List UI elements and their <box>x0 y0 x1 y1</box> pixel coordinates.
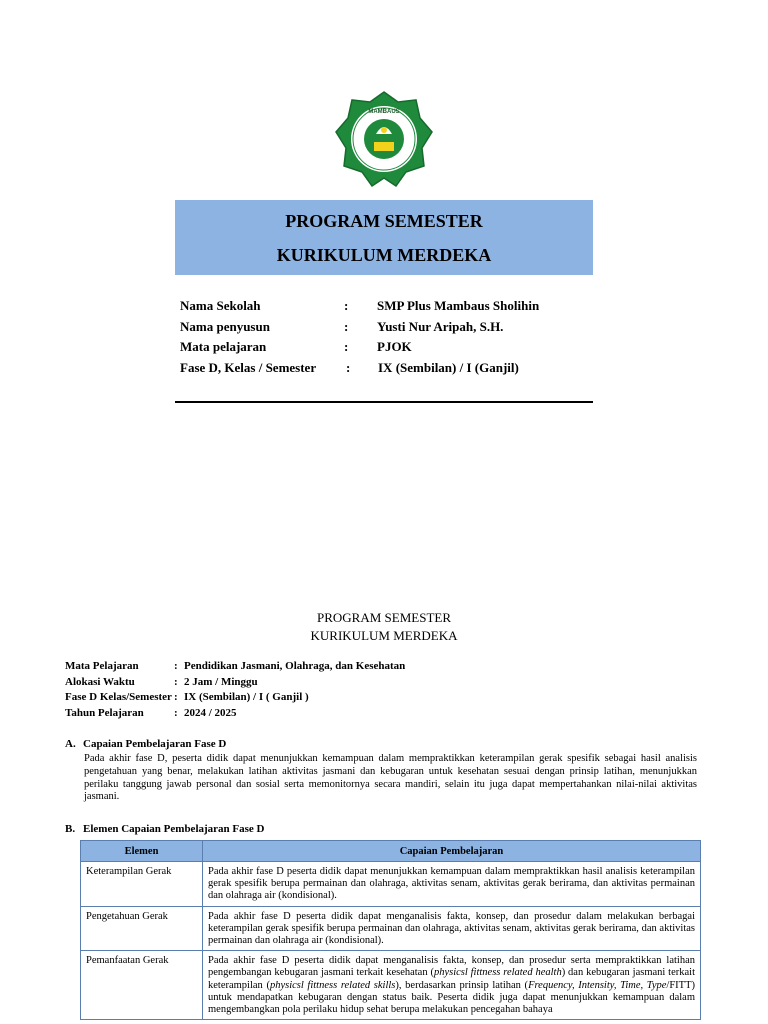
meta-value: IX (Sembilan) / I ( Ganjil ) <box>184 691 309 703</box>
table-header-row <box>81 841 701 862</box>
cover-divider <box>175 401 593 403</box>
elemen-table <box>80 840 701 1020</box>
cover-info-colon: : <box>344 339 349 354</box>
capaian-term: physicsl fittness related health <box>433 967 562 979</box>
capaian-term: Frequency, Intensity, Time, Type <box>528 979 667 991</box>
cover-info-colon: : <box>344 318 349 334</box>
meta-label: Alokasi Waktu <box>65 675 135 688</box>
capaian-text: ) dan kebugaran jasmani terkait keterampilan ( <box>208 967 695 991</box>
elemen-cell: Keterampilan Gerak <box>81 862 203 907</box>
section-b-letter: B. <box>65 823 76 835</box>
capaian-cell: Pada akhir fase D peserta didik dapat menganalisis fakta, konsep, dan prosedur dalam melakukan berbagai keterampilan gerak spesifik berupa permainan dan olahraga, aktivitas senam, aktivitas gerak berirama, dan aktivitas permainan dan olahraga air (kondisional). <box>203 906 701 951</box>
column-header-elemen: Elemen <box>81 841 203 862</box>
page-title-line2: KURIKULUM MERDEKA <box>310 628 458 643</box>
svg-text:MAMBAUS: MAMBAUS <box>368 109 400 115</box>
school-emblem-icon <box>334 90 434 188</box>
meta-label: Fase D Kelas/Semester <box>65 691 172 703</box>
meta-label: Tahun Pelajaran <box>65 706 144 719</box>
table-row <box>81 951 701 1020</box>
capaian-text: ), berdasarkan prinsip latihan ( <box>395 979 529 991</box>
meta-colon: : <box>174 675 178 688</box>
cover-info-colon: : <box>346 359 351 375</box>
page-title-line1: PROGRAM SEMESTER <box>317 610 451 625</box>
cover-info-value: PJOK <box>377 339 412 354</box>
cover-info-label: Fase D, Kelas / Semester <box>180 359 317 375</box>
cover-info-label: Nama Sekolah <box>180 298 261 313</box>
capaian-cell: Pada akhir fase D peserta didik dapat menunjukkan kemampuan dalam mempraktikkan hasil analisis keterampilan gerak spesifik berupa permainan dan olahraga, aktivitas senam, aktivitas gerak berirama, dan aktivitas permainan dan olahraga air (kondisional). <box>203 862 701 907</box>
cover-info-label: Mata pelajaran <box>180 339 267 354</box>
meta-label: Mata Pelajaran <box>65 660 139 672</box>
cover-info-colon: : <box>344 298 349 313</box>
cover-title-line2: KURIKULUM MERDEKA <box>276 245 492 265</box>
section-a-letter: A. <box>65 738 76 750</box>
capaian-cell <box>203 951 701 1020</box>
table-row <box>81 862 701 907</box>
meta-value: Pendidikan Jasmani, Olahraga, dan Kesehatan <box>184 660 406 672</box>
section-a-title: Capaian Pembelajaran Fase D <box>83 738 227 750</box>
cover-info-value: SMP Plus Mambaus Sholihin <box>377 298 540 313</box>
cover-info-value: Yusti Nur Aripah, S.H. <box>377 318 504 334</box>
section-b-title: Elemen Capaian Pembelajaran Fase D <box>83 823 265 835</box>
section-b-heading <box>65 823 264 835</box>
section-a-text: Pada akhir fase D, peserta didik dapat menunjukkan kemampuan dalam mempraktikkan keterampilan gerak spesifik sebagai hasil analisis pengetahuan yang benar, melakukan latihan aktivitas jasmani dan kebugaran untuk kesehatan sesuai dengan prinsip latihan, menunjukkan perilaku tanggung jawab personal dan sosial serta memonitornya secara mandiri, selain itu juga dapat mempertahankan nilai-nilai aktivitas jasmani. <box>84 753 697 803</box>
meta-colon: : <box>174 660 178 672</box>
capaian-term: physicsl fittness related skills <box>269 979 396 991</box>
cover-title-line1: PROGRAM SEMESTER <box>285 211 483 231</box>
cover-title-banner <box>175 200 593 275</box>
cover-info-label: Nama penyusun <box>180 318 270 334</box>
meta-colon: : <box>174 691 178 703</box>
meta-value: 2 Jam / Minggu <box>184 675 258 688</box>
elemen-cell: Pengetahuan Gerak <box>81 906 203 951</box>
cover-info-value: IX (Sembilan) / I (Ganjil) <box>378 359 519 375</box>
capaian-text: /FITT) untuk mendapatkan kebugaran dengan status baik. Peserta didik juga dapat menunjukkan kemampuan dalam mengembangkan pola perilaku hidup sehat berupa melakukan pencegahan bahaya <box>208 979 695 1016</box>
table-row <box>81 906 701 951</box>
elemen-cell: Pemanfaatan Gerak <box>81 951 203 1020</box>
section-a-heading <box>65 738 226 750</box>
meta-value: 2024 / 2025 <box>184 706 237 719</box>
capaian-text: Pada akhir fase D peserta didik dapat menganalisis fakta, konsep, dan prosedur serta mempraktikkan latihan pengembangan kebugaran jasmani terkait kesehatan ( <box>208 955 695 979</box>
column-header-capaian: Capaian Pembelajaran <box>203 841 701 862</box>
meta-colon: : <box>174 706 178 719</box>
